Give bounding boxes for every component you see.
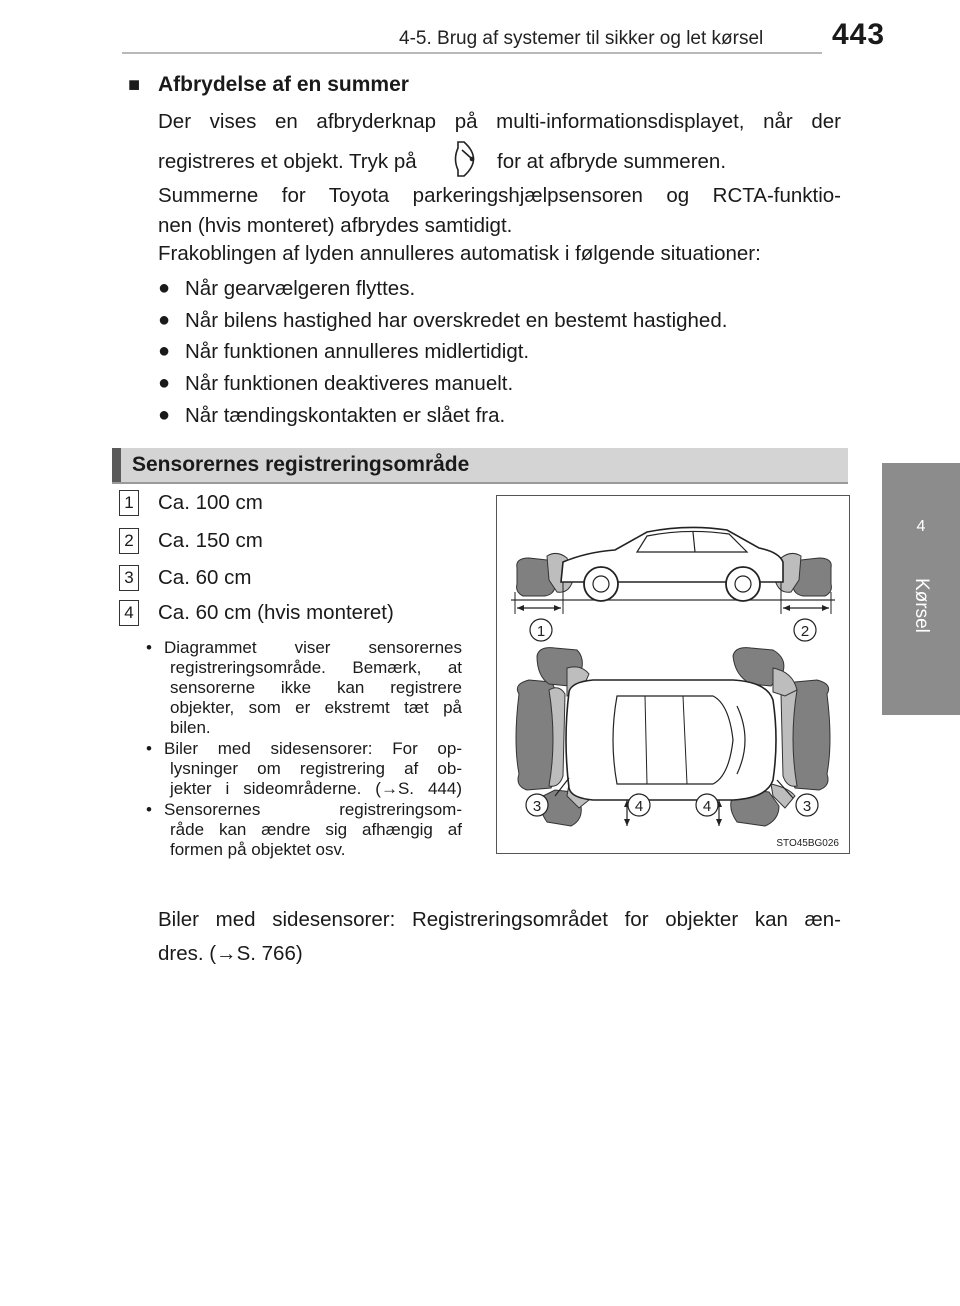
label-1: 1 <box>536 623 546 640</box>
item-number-badge: 1 <box>119 490 139 516</box>
page-number: 443 <box>832 18 886 51</box>
header-rule <box>122 52 822 54</box>
item-text: Ca. 100 cm <box>158 491 263 514</box>
paragraph-line: nen (hvis monteret) afbrydes samtidigt. <box>158 214 513 237</box>
paragraph-line: Der vises en afbryderknap på multi-informationsdisplayet, når der <box>158 110 841 133</box>
list-item: Når gearvælgeren flyttes. <box>185 277 416 300</box>
note-line: objekter, som er ekstremt tæt på <box>170 698 462 717</box>
mute-button-icon <box>449 138 489 180</box>
note-line: bilen. <box>170 718 211 737</box>
section-title: Sensorernes registreringsområde <box>132 453 470 476</box>
item-number-badge: 3 <box>119 565 139 591</box>
section-heading: Afbrydelse af en summer <box>158 73 409 96</box>
bullet-marker: ● <box>158 277 171 299</box>
heading-square-marker: ■ <box>128 74 141 96</box>
item-number-badge: 2 <box>119 528 139 554</box>
note-line: Sensorernes registreringsom- <box>164 800 462 819</box>
bullet-marker: ● <box>158 404 171 426</box>
bullet-marker: ● <box>158 340 171 362</box>
paragraph-line: Biler med sidesensorer: Registreringsområdet for objekter kan æn- <box>158 908 841 931</box>
list-item: Når funktionen annulleres midlertidigt. <box>185 340 530 363</box>
paragraph-line: for at afbryde summeren. <box>497 150 727 173</box>
note-line: lysninger om registrering af ob- <box>170 759 462 778</box>
note-bullet: • <box>146 800 152 819</box>
note-line: Biler med sidesensorer: For op- <box>164 739 462 758</box>
bullet-marker: ● <box>158 372 171 394</box>
note-line: Diagrammet viser sensorernes <box>164 638 462 657</box>
chapter-label: Kørsel <box>911 578 932 633</box>
section-bar-underline <box>112 482 848 484</box>
label-2: 2 <box>800 623 810 640</box>
note-line: registreringsområde. Bemærk, at <box>170 658 462 677</box>
paragraph-line: registreres et objekt. Tryk på <box>158 150 417 173</box>
figure-code: STO45BG026 <box>776 838 839 849</box>
item-text: Ca. 60 cm (hvis monteret) <box>158 601 394 624</box>
paragraph-line: Frakoblingen af lyden annulleres automatisk i følgende situationer: <box>158 242 761 265</box>
label-3-right: 3 <box>802 798 812 815</box>
list-item: Når tændingskontakten er slået fra. <box>185 404 506 427</box>
running-header: 4-5. Brug af systemer til sikker og let kørsel <box>399 28 764 49</box>
note-line: formen på objektet osv. <box>170 840 346 859</box>
sensor-range-diagram <box>496 495 850 854</box>
note-line: sensorerne ikke kan registrere <box>170 678 462 697</box>
note-bullet: • <box>146 638 152 657</box>
chapter-number: 4 <box>916 518 926 535</box>
label-4-left: 4 <box>634 798 644 815</box>
item-text: Ca. 150 cm <box>158 529 263 552</box>
note-line: råde kan ændre sig afhængig af <box>170 820 462 839</box>
note-line: jekter i sideområderne. (→S. 444) <box>170 779 462 798</box>
section-bar-marker <box>112 448 121 483</box>
paragraph-line: Summerne for Toyota parkeringshjælpsensoren og RCTA-funktio- <box>158 184 841 207</box>
item-text: Ca. 60 cm <box>158 566 252 589</box>
list-item: Når funktionen deaktiveres manuelt. <box>185 372 514 395</box>
label-3-left: 3 <box>532 798 542 815</box>
item-number-badge: 4 <box>119 600 139 626</box>
bullet-marker: ● <box>158 309 171 331</box>
note-bullet: • <box>146 739 152 758</box>
paragraph-line: dres. (→S. 766) <box>158 942 303 965</box>
list-item: Når bilens hastighed har overskredet en bestemt hastighed. <box>185 309 728 332</box>
label-4-right: 4 <box>702 798 712 815</box>
